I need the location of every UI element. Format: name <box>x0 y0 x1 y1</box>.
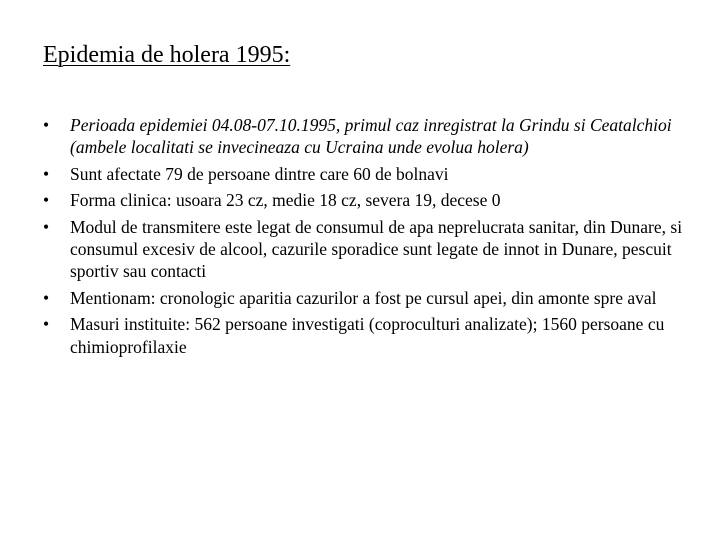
bullet-marker-icon: • <box>43 115 50 135</box>
bullet-marker-icon: • <box>43 314 50 335</box>
bullet-text: Sunt afectate 79 de persoane dintre care 60 de bolnavi <box>70 163 449 184</box>
bullet-item <box>43 313 683 358</box>
bullet-list <box>43 114 683 362</box>
bullet-marker-icon: • <box>43 216 50 237</box>
bullet-text: Forma clinica: usoara 23 cz, medie 18 cz, severa 19, decese 0 <box>70 190 501 211</box>
bullet-text: Masuri instituite: 562 persoane investigati (coproculturi analizate); 1560 persoane cu chimioprofilaxie <box>70 314 665 357</box>
bullet-marker-icon: • <box>43 287 50 308</box>
bullet-item <box>43 189 683 211</box>
bullet-item <box>43 216 683 283</box>
bullet-item <box>43 287 683 309</box>
bullet-marker-icon: • <box>43 163 50 184</box>
bullet-item <box>43 114 683 159</box>
bullet-text: Perioada epidemiei 04.08-07.10.1995, primul caz inregistrat la Grindu si Ceatalchioi (ambele localitati se invecineaza cu Ucraina unde evolua holera) <box>70 115 672 158</box>
bullet-text: Modul de transmitere este legat de consumul de apa neprelucrata sanitar, din Dunare, si consumul excesiv de alcool, cazurile sporadice sunt legate de innot in Dunare, pescuit sportiv sau contacti <box>70 216 683 282</box>
bullet-text: Mentionam: cronologic aparitia cazurilor a fost pe cursul apei, din amonte spre aval <box>70 287 657 308</box>
bullet-item <box>43 163 683 185</box>
slide-title: Epidemia de holera 1995: <box>43 42 291 68</box>
bullet-marker-icon: • <box>43 190 50 211</box>
